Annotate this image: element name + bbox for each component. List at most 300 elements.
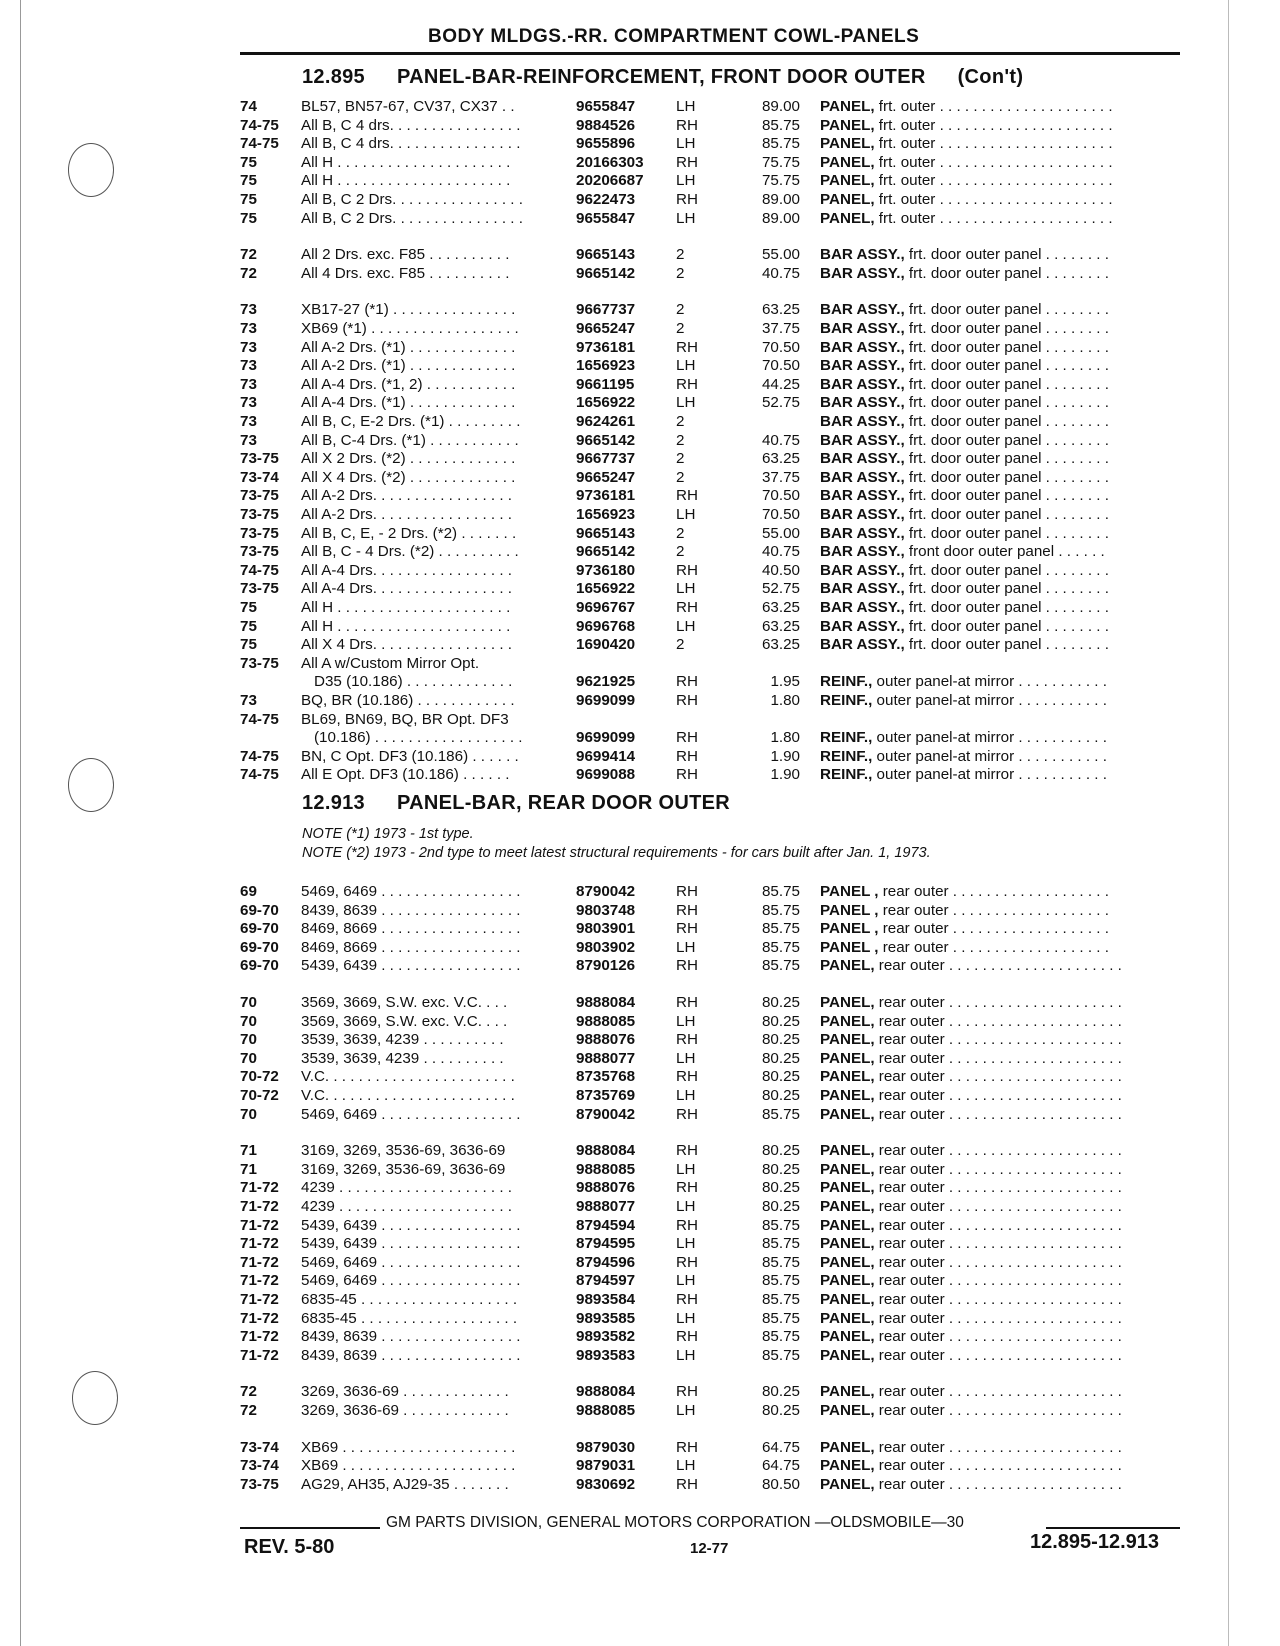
row-years: 70 [240, 1031, 257, 1049]
row-description [820, 1382, 1180, 1401]
row-price: 85.75 [761, 1346, 800, 1364]
row-description-detail: frt. outer . . . . . . . . . . . . . . . . . . . . . [874, 172, 1113, 190]
row-part-number: 9699099 [576, 692, 636, 709]
row-description-detail: rear outer . . . . . . . . . . . . . . . . . . . . . [874, 1049, 1122, 1067]
row-quantity: RH [676, 561, 698, 579]
row-application: 5439, 6439 . . . . . . . . . . . . . . . . . [301, 957, 521, 975]
row-quantity: RH [676, 766, 698, 784]
table-row [0, 356, 1280, 375]
row-part-number: 8790126 [576, 957, 636, 975]
row-description-noun: PANEL, [820, 1457, 875, 1475]
row-price: 70.50 [761, 487, 800, 505]
row-application: 6835-45 . . . . . . . . . . . . . . . . . . . [301, 1291, 518, 1308]
row-years: 71-72 [240, 1198, 279, 1215]
row-description-detail: frt. door outer panel . . . . . . . . [904, 338, 1109, 356]
row-description-noun: PANEL , [820, 901, 879, 919]
row-part-number: 9879031 [576, 1457, 636, 1475]
row-description [820, 579, 1180, 598]
row-years: 73-74 [240, 1438, 279, 1456]
row-description [820, 1105, 1180, 1124]
row-price: 63.25 [761, 450, 800, 468]
row-years: 72 [240, 246, 257, 264]
row-part-number: 1690420 [576, 636, 636, 654]
note-1: NOTE (*1) 1973 - 1st type. [302, 826, 474, 842]
row-price: 40.75 [761, 543, 800, 561]
row-description-detail: frt. door outer panel . . . . . . . . [904, 413, 1109, 430]
row-application: 3269, 3636-69 . . . . . . . . . . . . . [301, 1402, 509, 1419]
row-application: All A-2 Drs. (*1) . . . . . . . . . . . . . [301, 357, 516, 375]
row-part-number: 9655896 [576, 135, 636, 153]
row-description-noun: BAR ASSY., [820, 617, 905, 635]
row-part-number: 9830692 [576, 1475, 636, 1493]
row-part-number: 9665143 [576, 246, 636, 264]
row-description-detail: rear outer . . . . . . . . . . . . . . . . . . . . . [874, 1087, 1122, 1104]
row-application: BN, C Opt. DF3 (10.186) . . . . . . [301, 747, 519, 765]
row-part-number: 8794596 [576, 1253, 636, 1271]
row-description [820, 319, 1180, 338]
row-description-detail: rear outer . . . . . . . . . . . . . . . . . . . [878, 901, 1109, 919]
row-price: 85.75 [761, 135, 800, 153]
row-description [820, 153, 1180, 172]
table-row [0, 412, 1280, 431]
row-description [820, 542, 1180, 561]
row-part-number: 8735769 [576, 1087, 636, 1104]
row-quantity: 2 [676, 301, 685, 319]
row-price: 89.00 [761, 209, 800, 227]
row-description [820, 1346, 1180, 1365]
row-description-noun: PANEL, [820, 153, 875, 171]
table-row [0, 561, 1280, 580]
row-description-detail: frt. door outer panel . . . . . . . . [904, 580, 1109, 598]
table-row [0, 765, 1280, 784]
row-description-detail: front door outer panel . . . . . . [904, 543, 1105, 561]
row-description-detail: outer panel-at mirror . . . . . . . . . . . [872, 766, 1107, 784]
table-row [0, 882, 1280, 901]
row-part-number: 9696767 [576, 599, 636, 616]
row-price: 80.25 [761, 1087, 800, 1104]
row-application: BL69, BN69, BQ, BR Opt. DF3 [301, 710, 509, 728]
row-years: 71-72 [240, 1291, 279, 1308]
row-description-noun: BAR ASSY., [820, 375, 905, 393]
row-application: 5469, 6469 . . . . . . . . . . . . . . . . . [301, 883, 521, 900]
row-years: 70 [240, 1012, 257, 1030]
row-description [820, 97, 1180, 116]
row-description [820, 635, 1180, 654]
row-description [820, 1401, 1180, 1420]
table-row [0, 505, 1280, 524]
row-description-noun: PANEL, [820, 1142, 875, 1160]
row-price: 85.75 [761, 920, 800, 938]
row-part-number: 9888084 [576, 1383, 636, 1401]
row-application: All H . . . . . . . . . . . . . . . . . . . . . [301, 617, 511, 635]
row-price: 80.25 [761, 1160, 800, 1178]
row-description [820, 882, 1180, 901]
row-price: 63.25 [761, 301, 800, 319]
row-part-number: 9888085 [576, 1402, 636, 1419]
row-quantity: RH [676, 747, 698, 765]
row-application: 5469, 6469 . . . . . . . . . . . . . . . . . [301, 1253, 521, 1271]
row-price: 85.75 [761, 938, 800, 956]
row-application: 6835-45 . . . . . . . . . . . . . . . . . . . [301, 1309, 518, 1327]
row-application: D35 (10.186) . . . . . . . . . . . . . [314, 673, 513, 691]
row-description [820, 1327, 1180, 1346]
row-quantity: LH [676, 1346, 696, 1364]
row-application: All B, C-4 Drs. (*1) . . . . . . . . . . . [301, 431, 519, 449]
row-quantity: LH [676, 1235, 696, 1253]
row-part-number: 1656922 [576, 580, 636, 598]
row-description-detail: rear outer . . . . . . . . . . . . . . . . . . . . . [874, 957, 1122, 975]
row-description-detail: rear outer . . . . . . . . . . . . . . . . . . . [878, 883, 1109, 900]
footer-rule-left [240, 1527, 380, 1529]
row-application: 5439, 6439 . . . . . . . . . . . . . . . . . [301, 1216, 521, 1234]
row-price: 63.25 [761, 636, 800, 654]
row-quantity: 2 [676, 468, 685, 486]
table-row [0, 468, 1280, 487]
row-years: 73 [240, 692, 257, 709]
row-quantity: RH [676, 994, 698, 1011]
table-row [0, 1012, 1280, 1031]
row-application: V.C. . . . . . . . . . . . . . . . . . . . . . . [301, 1068, 515, 1086]
row-price: 85.75 [761, 1291, 800, 1308]
row-description-detail: rear outer . . . . . . . . . . . . . . . . . . . . . [874, 1457, 1122, 1475]
table-row [0, 1382, 1280, 1401]
row-description-detail: frt. door outer panel . . . . . . . . [904, 301, 1109, 319]
row-quantity: 2 [676, 264, 685, 282]
row-years: 73-74 [240, 1457, 279, 1475]
row-years: 73 [240, 338, 257, 356]
row-price: 40.50 [761, 561, 800, 579]
row-price: 63.25 [761, 599, 800, 616]
row-quantity: RH [676, 116, 698, 134]
row-years: 73-75 [240, 1475, 279, 1493]
row-description-noun: BAR ASSY., [820, 580, 905, 598]
row-quantity: 2 [676, 543, 685, 561]
row-description-noun: PANEL, [820, 1068, 875, 1086]
table-row [0, 319, 1280, 338]
row-description [820, 1086, 1180, 1105]
table-row [0, 431, 1280, 450]
table-row [0, 116, 1280, 135]
table-row [0, 1346, 1280, 1365]
table-row [0, 1030, 1280, 1049]
row-description-detail: frt. door outer panel . . . . . . . . [904, 561, 1109, 579]
row-application: 5469, 6469 . . . . . . . . . . . . . . . . . [301, 1105, 521, 1123]
row-price: 37.75 [761, 468, 800, 486]
row-price: 89.00 [761, 98, 800, 115]
row-part-number: 9736181 [576, 487, 636, 505]
row-quantity: 2 [676, 246, 685, 264]
row-description-detail: rear outer . . . . . . . . . . . . . . . . . . . . . [874, 1383, 1122, 1401]
row-price: 85.75 [761, 1272, 800, 1290]
row-part-number: 9661195 [576, 375, 635, 393]
row-quantity: 2 [676, 636, 685, 654]
row-description-noun: PANEL, [820, 1049, 875, 1067]
row-description-detail: rear outer . . . . . . . . . . . . . . . . . . . . . [874, 1142, 1122, 1160]
row-description-noun: PANEL, [820, 1291, 875, 1308]
row-description [820, 901, 1180, 920]
table-row [0, 300, 1280, 319]
binder-hole-icon [72, 1371, 118, 1425]
row-years: 73-75 [240, 543, 279, 561]
row-description-noun: BAR ASSY., [820, 506, 905, 523]
row-part-number: 9884526 [576, 116, 636, 134]
row-part-number: 9888077 [576, 1198, 636, 1215]
row-description [820, 134, 1180, 153]
row-application: 3539, 3639, 4239 . . . . . . . . . . [301, 1049, 504, 1067]
row-part-number: 9803748 [576, 901, 636, 919]
row-description-detail: rear outer . . . . . . . . . . . . . . . . . . . . . [874, 1031, 1122, 1049]
row-description-noun: PANEL, [820, 994, 875, 1011]
row-description-noun: PANEL, [820, 1475, 875, 1493]
table-row [0, 1141, 1280, 1160]
row-description-detail: frt. door outer panel . . . . . . . . [904, 264, 1109, 282]
table-row [0, 1178, 1280, 1197]
row-quantity: RH [676, 1179, 698, 1197]
row-application: All A-2 Drs. (*1) . . . . . . . . . . . . . [301, 338, 516, 356]
row-description [820, 617, 1180, 636]
table-row [0, 153, 1280, 172]
row-description-noun: PANEL, [820, 209, 875, 227]
table-row [0, 672, 1280, 691]
row-price: 64.75 [761, 1438, 800, 1456]
row-quantity: LH [676, 98, 696, 115]
row-description-detail: outer panel-at mirror . . . . . . . . . . . [872, 729, 1107, 747]
header-rule [240, 52, 1180, 55]
row-quantity: RH [676, 1216, 698, 1234]
row-description-noun: REINF., [820, 673, 873, 691]
row-description-detail: rear outer . . . . . . . . . . . . . . . . . . . [878, 920, 1109, 938]
row-quantity: RH [676, 338, 698, 356]
row-quantity: LH [676, 938, 696, 956]
row-part-number: 1656923 [576, 506, 636, 523]
row-description-noun: PANEL, [820, 191, 875, 208]
row-price: 85.75 [761, 1253, 800, 1271]
row-description [820, 956, 1180, 975]
row-price: 70.50 [761, 357, 800, 375]
row-description-noun: PANEL, [820, 1198, 875, 1215]
row-quantity: LH [676, 1049, 696, 1067]
row-part-number: 9893584 [576, 1291, 636, 1308]
row-part-number: 9893582 [576, 1328, 636, 1346]
row-years: 73 [240, 431, 257, 449]
row-part-number: 9893585 [576, 1309, 636, 1327]
row-application: All X 4 Drs. . . . . . . . . . . . . . . . . [301, 636, 512, 654]
table-row [0, 171, 1280, 190]
table-row [0, 1086, 1280, 1105]
row-quantity: LH [676, 1309, 696, 1327]
row-description-detail: frt. door outer panel . . . . . . . . [904, 487, 1109, 505]
row-description-noun: PANEL, [820, 1309, 875, 1327]
row-description-detail: rear outer . . . . . . . . . . . . . . . . . . . . . [874, 1216, 1122, 1234]
row-part-number: 9665142 [576, 264, 636, 282]
binder-hole-icon [68, 758, 114, 812]
row-quantity: LH [676, 209, 696, 227]
row-application: 4239 . . . . . . . . . . . . . . . . . . . . . [301, 1179, 513, 1197]
row-price: 80.25 [761, 1402, 800, 1419]
row-description [820, 486, 1180, 505]
row-quantity: RH [676, 920, 698, 938]
row-description-detail: frt. door outer panel . . . . . . . . [904, 468, 1109, 486]
row-description-detail: rear outer . . . . . . . . . . . . . . . . . . . . . [874, 1198, 1122, 1215]
row-price: 80.25 [761, 1142, 800, 1160]
row-description-noun: BAR ASSY., [820, 450, 905, 468]
row-years: 71-72 [240, 1346, 279, 1364]
row-application: All 4 Drs. exc. F85 . . . . . . . . . . [301, 264, 510, 282]
row-description [820, 1141, 1180, 1160]
table-row [0, 1067, 1280, 1086]
row-quantity: RH [676, 1105, 698, 1123]
table-row [0, 1327, 1280, 1346]
row-description [820, 938, 1180, 957]
row-years: 73-75 [240, 580, 279, 598]
row-part-number: 9803902 [576, 938, 636, 956]
row-description-detail: outer panel-at mirror . . . . . . . . . . . [872, 692, 1107, 709]
table-row [0, 919, 1280, 938]
footer-division: GM PARTS DIVISION, GENERAL MOTORS CORPORATION —OLDSMOBILE—30 [386, 1514, 964, 1531]
row-quantity: RH [676, 1475, 698, 1493]
row-description [820, 264, 1180, 283]
row-quantity: 2 [676, 524, 685, 542]
row-part-number: 9803901 [576, 920, 636, 938]
row-description [820, 1178, 1180, 1197]
table-row [0, 1475, 1280, 1494]
row-quantity: RH [676, 191, 698, 208]
row-quantity: RH [676, 673, 698, 691]
row-years: 74-75 [240, 116, 279, 134]
row-description-detail: frt. door outer panel . . . . . . . . [904, 506, 1109, 523]
row-description-detail: rear outer . . . . . . . . . . . . . . . . . . . . . [874, 1328, 1122, 1346]
table-row [0, 1438, 1280, 1457]
row-years: 71-72 [240, 1272, 279, 1290]
row-application: All A-4 Drs. . . . . . . . . . . . . . . . . [301, 561, 512, 579]
row-description-noun: PANEL, [820, 1346, 875, 1364]
row-years: 70 [240, 1105, 257, 1123]
row-part-number: 20206687 [576, 172, 644, 190]
row-years: 71-72 [240, 1309, 279, 1327]
row-quantity: LH [676, 1198, 696, 1215]
row-application: All 2 Drs. exc. F85 . . . . . . . . . . [301, 246, 510, 264]
table-row [0, 134, 1280, 153]
row-description-noun: BAR ASSY., [820, 413, 905, 430]
row-years: 69-70 [240, 957, 279, 975]
row-description [820, 1049, 1180, 1068]
row-description [820, 116, 1180, 135]
row-price: 1.90 [770, 747, 800, 765]
row-application: All A-2 Drs. . . . . . . . . . . . . . . . . [301, 487, 512, 505]
row-description [820, 412, 1180, 431]
footer-rule-right [1046, 1527, 1180, 1529]
row-part-number: 9622473 [576, 191, 636, 208]
row-quantity: RH [676, 901, 698, 919]
row-part-number: 8794594 [576, 1216, 636, 1234]
row-part-number: 9893583 [576, 1346, 636, 1364]
row-description-detail: rear outer . . . . . . . . . . . . . . . . . . . [878, 938, 1109, 956]
table-row [0, 938, 1280, 957]
row-description-noun: BAR ASSY., [820, 320, 905, 337]
row-application: All X 2 Drs. (*2) . . . . . . . . . . . . . [301, 450, 516, 468]
table-row [0, 486, 1280, 505]
row-description-noun: PANEL, [820, 98, 875, 115]
row-description-noun: PANEL, [820, 1179, 875, 1197]
row-price: 52.75 [761, 580, 800, 598]
row-quantity: LH [676, 1457, 696, 1475]
row-description [820, 190, 1180, 209]
row-application: 5469, 6469 . . . . . . . . . . . . . . . . . [301, 1272, 521, 1290]
table-row [0, 1216, 1280, 1235]
table-row [0, 579, 1280, 598]
row-description-detail: frt. door outer panel . . . . . . . . [904, 599, 1109, 616]
row-description-noun: PANEL, [820, 135, 875, 153]
row-years: 74-75 [240, 766, 279, 784]
row-description [820, 993, 1180, 1012]
row-quantity: LH [676, 617, 696, 635]
row-description [820, 728, 1180, 747]
row-years: 70 [240, 1049, 257, 1067]
row-quantity: RH [676, 153, 698, 171]
row-price: 1.80 [770, 729, 800, 747]
row-years: 74 [240, 98, 257, 115]
row-years: 73-75 [240, 487, 279, 505]
row-part-number: 9665247 [576, 320, 636, 337]
table-row [0, 190, 1280, 209]
row-part-number: 9665142 [576, 431, 636, 449]
row-description-detail: rear outer . . . . . . . . . . . . . . . . . . . . . [874, 1160, 1122, 1178]
row-quantity: RH [676, 1328, 698, 1346]
row-price: 63.25 [761, 617, 800, 635]
row-description [820, 245, 1180, 264]
row-quantity: LH [676, 1272, 696, 1290]
row-application: All B, C, E, - 2 Drs. (*2) . . . . . . . [301, 524, 517, 542]
row-application: All B, C 4 drs. . . . . . . . . . . . . . . . [301, 116, 521, 134]
row-description-noun: REINF., [820, 692, 873, 709]
row-description [820, 171, 1180, 190]
row-application: All A-2 Drs. . . . . . . . . . . . . . . . . [301, 506, 512, 523]
row-price: 85.75 [761, 883, 800, 900]
row-price: 40.75 [761, 431, 800, 449]
section-1-heading [302, 66, 1023, 89]
row-years: 73-75 [240, 506, 279, 523]
row-years: 73 [240, 413, 257, 430]
row-application: All A-4 Drs. (*1, 2) . . . . . . . . . . . [301, 375, 516, 393]
row-years: 73-74 [240, 468, 279, 486]
table-row [0, 956, 1280, 975]
row-price: 52.75 [761, 394, 800, 412]
row-years: 69-70 [240, 901, 279, 919]
row-years: 71-72 [240, 1179, 279, 1197]
footer-section-range: 12.895-12.913 [1030, 1531, 1160, 1553]
row-description [820, 1253, 1180, 1272]
row-quantity: 2 [676, 450, 685, 468]
row-description-noun: PANEL, [820, 172, 875, 190]
table-row [0, 209, 1280, 228]
row-quantity: LH [676, 580, 696, 598]
row-price: 55.00 [761, 246, 800, 264]
row-years: 75 [240, 191, 257, 208]
row-description-noun: REINF., [820, 766, 873, 784]
row-application: 4239 . . . . . . . . . . . . . . . . . . . . . [301, 1198, 513, 1215]
row-part-number: 9888076 [576, 1179, 636, 1197]
row-description [820, 1438, 1180, 1457]
row-description-noun: PANEL , [820, 938, 879, 956]
row-part-number: 9665142 [576, 543, 636, 561]
table-row [0, 524, 1280, 543]
row-description-noun: PANEL, [820, 1272, 875, 1290]
row-part-number: 8790042 [576, 1105, 636, 1123]
row-part-number: 9665143 [576, 524, 636, 542]
row-part-number: 9888085 [576, 1012, 636, 1030]
row-price: 85.75 [761, 1216, 800, 1234]
table-row [0, 1271, 1280, 1290]
